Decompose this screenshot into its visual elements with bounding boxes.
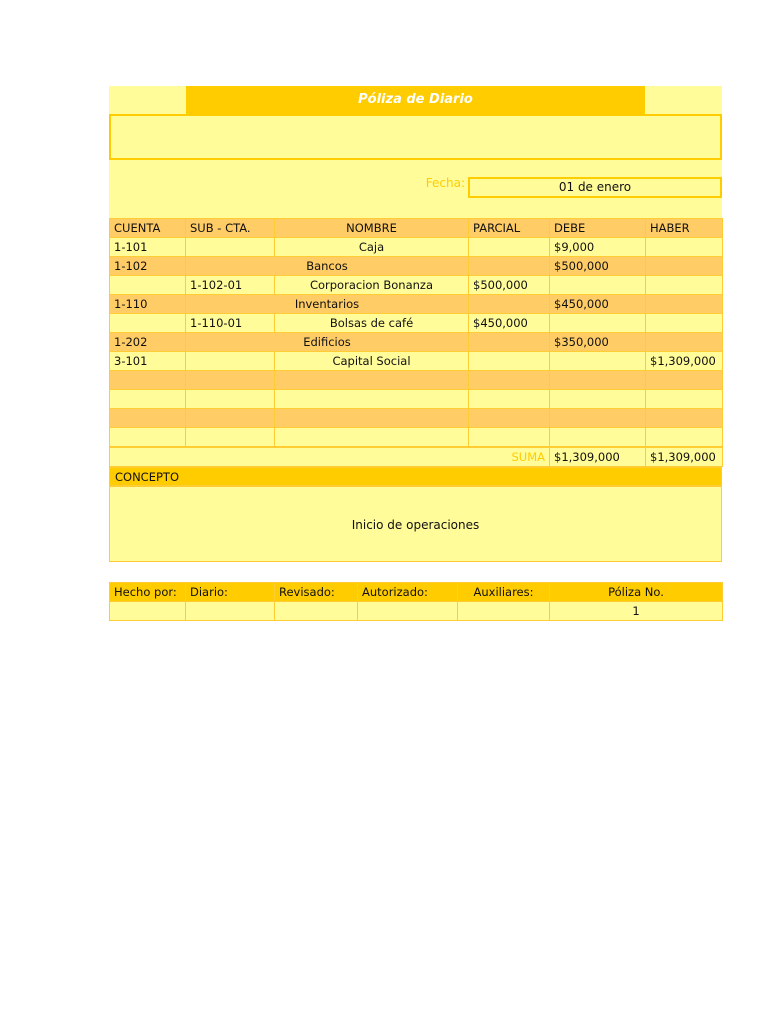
- reviewed-label: Revisado:: [275, 583, 358, 602]
- cell-cuenta[interactable]: [110, 428, 186, 447]
- auxiliaries-label: Auxiliares:: [458, 583, 550, 602]
- cell-cuenta[interactable]: 1-202: [110, 333, 186, 352]
- cell-cuenta[interactable]: 1-110: [110, 295, 186, 314]
- cell-parcial[interactable]: [469, 333, 550, 352]
- cell-parcial[interactable]: [469, 295, 550, 314]
- cell-debe[interactable]: $350,000: [550, 333, 646, 352]
- cell-subcta[interactable]: 1-102-01: [186, 276, 275, 295]
- table-row: [110, 295, 723, 314]
- table-row: [110, 257, 723, 276]
- date-area: [109, 160, 722, 218]
- cell-haber[interactable]: [646, 238, 723, 257]
- cell-debe[interactable]: [550, 371, 646, 390]
- cell-cuenta[interactable]: 1-101: [110, 238, 186, 257]
- cell-parcial[interactable]: [469, 371, 550, 390]
- title-row: [109, 86, 722, 114]
- cell-debe[interactable]: $450,000: [550, 295, 646, 314]
- made-by-field[interactable]: [110, 602, 186, 621]
- cell-debe[interactable]: $500,000: [550, 257, 646, 276]
- header-blank-box: [109, 114, 722, 160]
- cell-nombre[interactable]: Corporacion Bonanza: [275, 276, 469, 295]
- cell-parcial[interactable]: [469, 390, 550, 409]
- cell-cuenta[interactable]: [110, 314, 186, 333]
- cell-parcial[interactable]: $450,000: [469, 314, 550, 333]
- cell-cuenta[interactable]: [110, 276, 186, 295]
- cell-nombre[interactable]: Capital Social: [275, 352, 469, 371]
- column-header: NOMBRE: [275, 219, 469, 238]
- cell-nombre[interactable]: Bancos: [186, 257, 469, 276]
- cell-debe[interactable]: [550, 352, 646, 371]
- column-header: CUENTA: [110, 219, 186, 238]
- table-row: [110, 333, 723, 352]
- cell-parcial[interactable]: [469, 428, 550, 447]
- column-header: PARCIAL: [469, 219, 550, 238]
- table-row: [110, 276, 723, 295]
- reviewed-field[interactable]: [275, 602, 358, 621]
- signatures-value-row: [110, 602, 723, 621]
- cell-parcial[interactable]: [469, 257, 550, 276]
- totals-table: [109, 447, 723, 467]
- cell-haber[interactable]: [646, 314, 723, 333]
- spacer: [109, 562, 722, 582]
- table-header-row: [110, 219, 723, 238]
- cell-subcta[interactable]: [186, 428, 275, 447]
- cell-cuenta[interactable]: [110, 371, 186, 390]
- cell-subcta[interactable]: [186, 390, 275, 409]
- totals-row: [110, 448, 723, 467]
- journal-label: Diario:: [186, 583, 275, 602]
- cell-haber[interactable]: $1,309,000: [646, 352, 723, 371]
- suma-label: SUMA: [110, 448, 550, 467]
- table-row: [110, 352, 723, 371]
- column-header: HABER: [646, 219, 723, 238]
- concept-text[interactable]: Inicio de operaciones: [109, 486, 722, 562]
- concept-header: CONCEPTO: [109, 467, 722, 486]
- authorized-label: Autorizado:: [358, 583, 458, 602]
- cell-haber[interactable]: [646, 257, 723, 276]
- table-row: [110, 390, 723, 409]
- cell-haber[interactable]: [646, 390, 723, 409]
- date-label: Fecha:: [425, 176, 465, 190]
- voucher-number-field[interactable]: 1: [550, 602, 723, 621]
- cell-haber[interactable]: [646, 333, 723, 352]
- cell-parcial[interactable]: [469, 238, 550, 257]
- cell-debe[interactable]: $9,000: [550, 238, 646, 257]
- cell-nombre[interactable]: [275, 390, 469, 409]
- table-row: [110, 409, 723, 428]
- cell-haber[interactable]: [646, 428, 723, 447]
- cell-debe[interactable]: [550, 314, 646, 333]
- cell-subcta[interactable]: [186, 409, 275, 428]
- made-by-label: Hecho por:: [110, 583, 186, 602]
- table-row: [110, 371, 723, 390]
- cell-haber[interactable]: [646, 295, 723, 314]
- cell-nombre[interactable]: Bolsas de café: [275, 314, 469, 333]
- cell-debe[interactable]: [550, 409, 646, 428]
- authorized-field[interactable]: [358, 602, 458, 621]
- date-field[interactable]: 01 de enero: [468, 177, 722, 198]
- cell-subcta[interactable]: [186, 352, 275, 371]
- cell-nombre[interactable]: Edificios: [186, 333, 469, 352]
- auxiliaries-field[interactable]: [458, 602, 550, 621]
- cell-subcta[interactable]: [186, 238, 275, 257]
- cell-nombre[interactable]: Inventarios: [186, 295, 469, 314]
- table-row: [110, 314, 723, 333]
- cell-parcial[interactable]: $500,000: [469, 276, 550, 295]
- cell-parcial[interactable]: [469, 352, 550, 371]
- cell-cuenta[interactable]: 1-102: [110, 257, 186, 276]
- suma-debe[interactable]: $1,309,000: [550, 448, 646, 467]
- column-header: SUB - CTA.: [186, 219, 275, 238]
- cell-debe[interactable]: [550, 276, 646, 295]
- cell-cuenta[interactable]: [110, 409, 186, 428]
- cell-cuenta[interactable]: [110, 390, 186, 409]
- journal-field[interactable]: [186, 602, 275, 621]
- cell-debe[interactable]: [550, 428, 646, 447]
- document-title: Póliza de Diario: [186, 86, 645, 114]
- cell-haber[interactable]: [646, 276, 723, 295]
- signatures-table: [109, 582, 723, 621]
- cell-nombre[interactable]: [275, 371, 469, 390]
- table-row: [110, 238, 723, 257]
- cell-subcta[interactable]: [186, 371, 275, 390]
- cell-nombre[interactable]: Caja: [275, 238, 469, 257]
- cell-debe[interactable]: [550, 390, 646, 409]
- column-header: DEBE: [550, 219, 646, 238]
- suma-haber[interactable]: $1,309,000: [646, 448, 723, 467]
- cell-subcta[interactable]: 1-110-01: [186, 314, 275, 333]
- table-row: [110, 428, 723, 447]
- cell-parcial[interactable]: [469, 409, 550, 428]
- cell-haber[interactable]: [646, 409, 723, 428]
- journal-voucher: [109, 86, 722, 621]
- signatures-header-row: [110, 583, 723, 602]
- cell-nombre[interactable]: [275, 409, 469, 428]
- entries-table: [109, 218, 723, 447]
- cell-haber[interactable]: [646, 371, 723, 390]
- cell-cuenta[interactable]: 3-101: [110, 352, 186, 371]
- voucher-number-label: Póliza No.: [550, 583, 723, 602]
- cell-nombre[interactable]: [275, 428, 469, 447]
